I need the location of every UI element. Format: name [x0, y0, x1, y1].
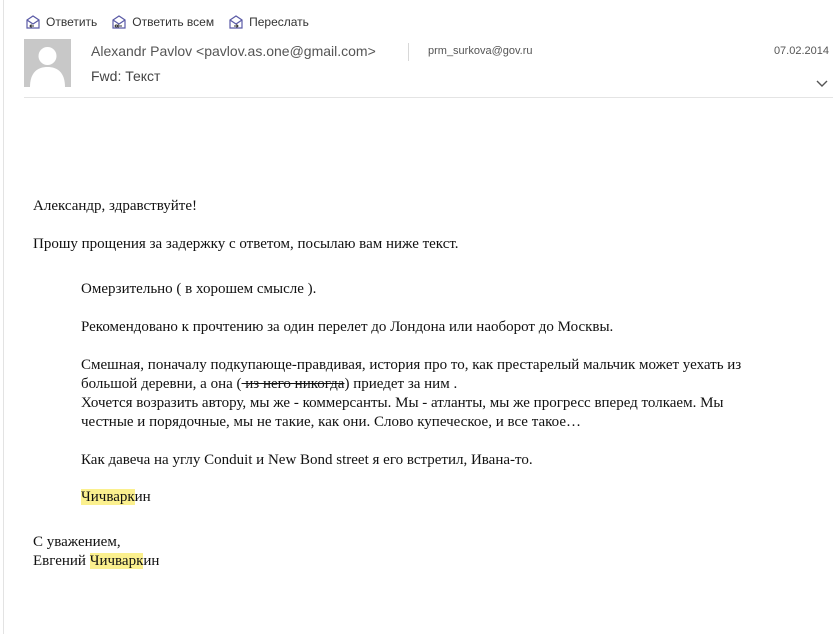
chevron-down-icon[interactable] — [815, 77, 829, 91]
header-separator — [24, 97, 833, 98]
quote-line-4-end: ) приедет за ним . — [344, 376, 458, 392]
quote-line-2: Рекомендовано к прочтению за один перелет до Лондона или наоборот до Москвы. — [81, 319, 614, 335]
sender-name — [33, 553, 159, 570]
strikethrough-text: из него никогда — [241, 376, 345, 392]
quote-line-6: честные и порядочные, мы не такие, как они. Слово купеческое, и все такое… — [81, 414, 581, 430]
quote-signature — [81, 489, 151, 506]
message-subject: Fwd: Текст — [91, 68, 161, 84]
forward-icon — [228, 14, 244, 30]
message-toolbar — [25, 14, 309, 30]
reply-button[interactable] — [25, 14, 97, 30]
forward-label: Переслать — [249, 15, 309, 29]
quote-line-1: Омерзительно ( в хорошем смысле ). — [81, 281, 317, 297]
reply-all-label: Ответить всем — [132, 15, 215, 29]
forward-button[interactable] — [228, 14, 309, 30]
person-icon — [24, 39, 71, 87]
sender-avatar — [24, 39, 71, 87]
name-first: Евгений — [33, 553, 90, 569]
pane-border — [3, 0, 4, 634]
quote-line-5: Хочется возразить автору, мы же - коммерсанты. Мы - атланты, мы же прогресс вперед толкаем. Мы — [81, 395, 724, 411]
quote-line-7: Как давеча на углу Conduit и New Bond street я его встретил, Ивана-то. — [81, 452, 533, 468]
quote-line-4-start: большой деревни, а она ( — [81, 376, 242, 392]
message-date: 07.02.2014 — [773, 45, 829, 57]
signature-rest: ин — [134, 489, 151, 505]
sender-address[interactable]: Alexandr Pavlov <pavlov.as.one@gmail.com> — [91, 43, 376, 59]
header-divider — [408, 43, 409, 61]
reply-all-button[interactable] — [111, 14, 214, 30]
recipient-address[interactable]: prm_surkova@gov.ru — [428, 45, 533, 57]
greeting: Александр, здравствуйте! — [33, 198, 198, 214]
reply-all-icon — [111, 14, 127, 30]
quote-line-3: Смешная, поначалу подкупающе-правдивая, история про то, как престарелый мальчик может уехать из — [81, 357, 742, 373]
reply-label: Ответить — [46, 15, 98, 29]
highlighted-text: Чичварк — [89, 553, 144, 569]
closing-line: С уважением, — [33, 534, 121, 550]
name-rest: ин — [143, 553, 160, 569]
reply-icon — [25, 14, 41, 30]
quote-line-4 — [81, 376, 457, 393]
highlighted-text: Чичварк — [81, 489, 135, 505]
apology-line: Прошу прощения за задержку с ответом, посылаю вам ниже текст. — [33, 236, 459, 252]
